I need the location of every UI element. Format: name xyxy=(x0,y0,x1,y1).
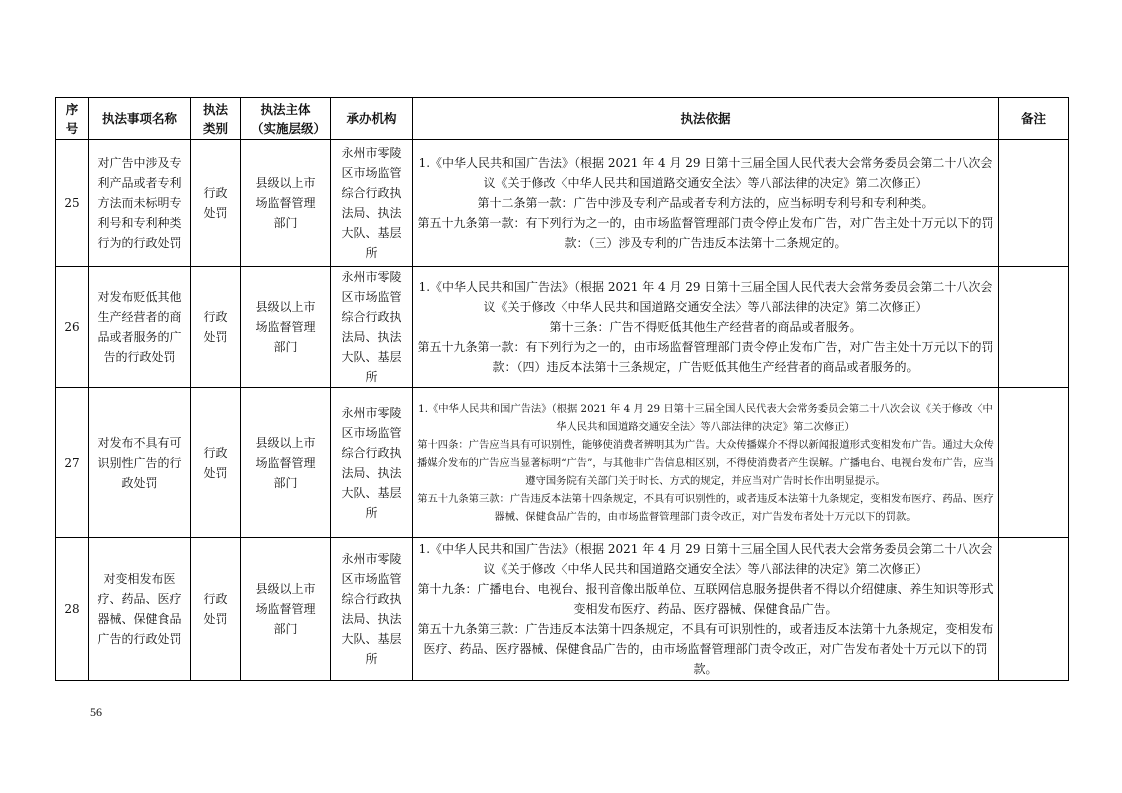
basis-paragraph: 第五十九条第一款：有下列行为之一的，由市场监督管理部门责令停止发布广告，对广告主处十万元以下的罚款：（三）涉及专利的广告违反本法第十二条规定的。 xyxy=(417,216,994,250)
basis-paragraph: 1.《中华人民共和国广告法》（根据 2021 年 4 月 29 日第十三届全国人民代表大会常务委员会第二十八次会议《关于修改〈中华人民共和国道路交通安全法〉等八部法律的决定》第二次修正） xyxy=(418,542,993,576)
header-remarks: 备注 xyxy=(999,98,1069,140)
basis-paragraph: 1.《中华人民共和国广告法》（根据 2021 年 4 月 29 日第十三届全国人民代表大会常务委员会第二十八次会议《关于修改〈中华人民共和国道路交通安全法〉等八部法律的决定》第二次修正） xyxy=(418,156,993,190)
row-remarks xyxy=(999,538,1069,681)
row-basis xyxy=(413,388,999,538)
row-subject: 县级以上市场监督管理部门 xyxy=(241,140,331,267)
table-row xyxy=(56,388,1069,538)
enforcement-table xyxy=(55,97,1069,681)
page-number: 56 xyxy=(90,705,102,719)
basis-paragraph: 第十九条：广播电台、电视台、报刊音像出版单位、互联网信息服务提供者不得以介绍健康、养生知识等形式变相发布医疗、药品、医疗器械、保健食品广告。 xyxy=(417,582,994,616)
header-name: 执法事项名称 xyxy=(89,98,191,140)
row-subject: 县级以上市场监督管理部门 xyxy=(241,388,331,538)
row-basis xyxy=(413,267,999,388)
row-agency: 永州市零陵区市场监管综合行政执法局、执法大队、基层所 xyxy=(331,267,413,388)
row-remarks xyxy=(999,267,1069,388)
header-subject: 执法主体（实施层级） xyxy=(241,98,331,140)
basis-paragraph: 第十四条：广告应当具有可识别性，能够使消费者辨明其为广告。大众传播媒介不得以新闻报道形式变相发布广告。通过大众传播媒介发布的广告应当显著标明“广告”，与其他非广告信息相区别，不得使消费者产生误解。广播电台、电视台发布广告，应当遵守国务院有关部门关于时长、方式的规定，并应当对广告时长作出明显提示。 xyxy=(417,438,994,487)
row-item-name: 对发布贬低其他生产经营者的商品或者服务的广告的行政处罚 xyxy=(89,267,191,388)
row-seq: 28 xyxy=(56,538,89,681)
row-item-name: 对变相发布医疗、药品、医疗器械、保健食品广告的行政处罚 xyxy=(89,538,191,681)
table-row xyxy=(56,267,1069,388)
row-subject: 县级以上市场监督管理部门 xyxy=(241,267,331,388)
header-category: 执法类别 xyxy=(191,98,241,140)
row-seq: 27 xyxy=(56,388,89,538)
table-header-row xyxy=(56,98,1069,140)
table-row xyxy=(56,538,1069,681)
row-item-name: 对广告中涉及专利产品或者专利方法而未标明专利号和专利种类行为的行政处罚 xyxy=(89,140,191,267)
row-agency: 永州市零陵区市场监管综合行政执法局、执法大队、基层所 xyxy=(331,388,413,538)
row-basis xyxy=(413,140,999,267)
basis-paragraph: 第五十九条第三款：广告违反本法第十四条规定，不具有可识别性的，或者违反本法第十九条规定，变相发布医疗、药品、医疗器械、保健食品广告的，由市场监督管理部门责令改正，对广告发布者处十万元以下的罚款。 xyxy=(417,492,994,523)
row-seq: 26 xyxy=(56,267,89,388)
row-category: 行政处罚 xyxy=(191,538,241,681)
row-item-name: 对发布不具有可识别性广告的行政处罚 xyxy=(89,388,191,538)
row-agency: 永州市零陵区市场监管综合行政执法局、执法大队、基层所 xyxy=(331,140,413,267)
basis-paragraph: 第五十九条第一款：有下列行为之一的，由市场监督管理部门责令停止发布广告，对广告主处十万元以下的罚款：（四）违反本法第十三条规定，广告贬低其他生产经营者的商品或者服务的。 xyxy=(417,340,994,374)
row-category: 行政处罚 xyxy=(191,267,241,388)
table-row xyxy=(56,140,1069,267)
basis-paragraph: 1.《中华人民共和国广告法》（根据 2021 年 4 月 29 日第十三届全国人民代表大会常务委员会第二十八次会议《关于修改〈中华人民共和国道路交通安全法〉等八部法律的决定》第二次修正） xyxy=(418,402,993,433)
row-category: 行政处罚 xyxy=(191,140,241,267)
row-seq: 25 xyxy=(56,140,89,267)
basis-paragraph: 1.《中华人民共和国广告法》（根据 2021 年 4 月 29 日第十三届全国人民代表大会常务委员会第二十八次会议《关于修改〈中华人民共和国道路交通安全法〉等八部法律的决定》第二次修正） xyxy=(418,280,993,314)
row-remarks xyxy=(999,140,1069,267)
row-basis xyxy=(413,538,999,681)
basis-paragraph: 第十三条：广告不得贬低其他生产经营者的商品或者服务。 xyxy=(549,320,862,334)
basis-paragraph: 第十二条第一款：广告中涉及专利产品或者专利方法的，应当标明专利号和专利种类。 xyxy=(477,196,934,210)
header-seq: 序号 xyxy=(56,98,89,140)
row-category: 行政处罚 xyxy=(191,388,241,538)
header-basis: 执法依据 xyxy=(413,98,999,140)
row-agency: 永州市零陵区市场监管综合行政执法局、执法大队、基层所 xyxy=(331,538,413,681)
basis-paragraph: 第五十九条第三款：广告违反本法第十四条规定，不具有可识别性的，或者违反本法第十九条规定，变相发布医疗、药品、医疗器械、保健食品广告的，由市场监督管理部门责令改正，对广告发布者处十万元以下的罚款。 xyxy=(417,622,994,676)
row-remarks xyxy=(999,388,1069,538)
row-subject: 县级以上市场监督管理部门 xyxy=(241,538,331,681)
header-agency: 承办机构 xyxy=(331,98,413,140)
